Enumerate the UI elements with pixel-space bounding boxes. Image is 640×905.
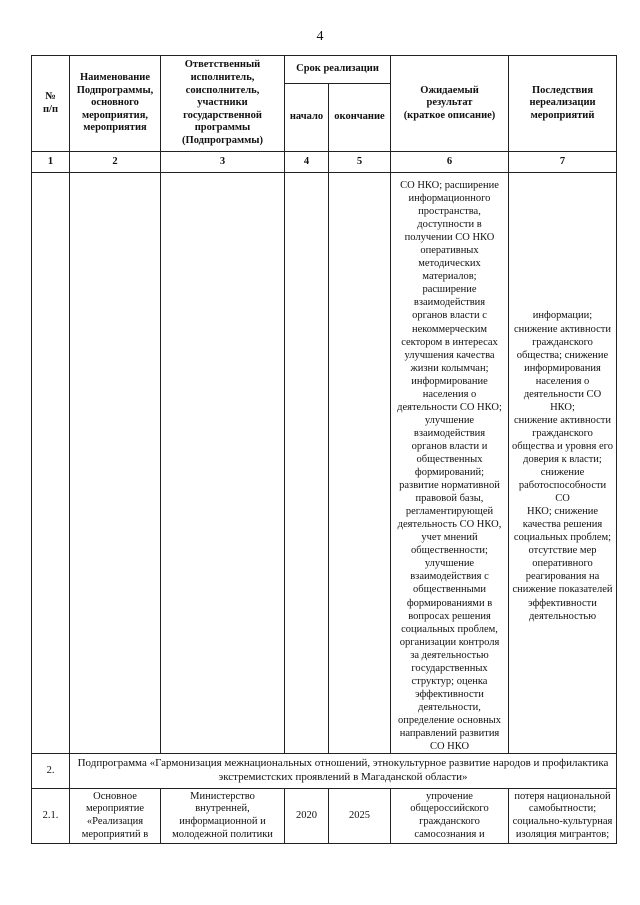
empty-cell: [285, 173, 329, 754]
subprogram-row: [32, 754, 617, 789]
empty-cell: [32, 173, 70, 754]
column-number: 6: [391, 152, 509, 173]
header-start: начало: [285, 84, 329, 152]
empty-cell: [329, 173, 391, 754]
empty-cell: [161, 173, 285, 754]
header-consequences: Последствия нереализации мероприятий: [509, 56, 617, 152]
header-result: Ожидаемый результат (краткое описание): [391, 56, 509, 152]
item-executor: Министерство внутренней, информационной и молодежной политики: [161, 789, 285, 844]
column-number: 3: [161, 152, 285, 173]
column-number-row: [32, 152, 617, 173]
column-number: 5: [329, 152, 391, 173]
header-executor: Ответственный исполнитель, соисполнитель, участники государственной программы (Подпрограммы): [161, 56, 285, 152]
header-period: Срок реализации: [285, 56, 391, 84]
item-number: 2.1.: [32, 789, 70, 844]
header-end: окончание: [329, 84, 391, 152]
table-row: [32, 173, 617, 754]
subprogram-number: 2.: [32, 754, 70, 789]
item-result: упрочение общероссийского гражданского самосознания и: [391, 789, 509, 844]
column-number: 2: [70, 152, 161, 173]
item-name: Основное мероприятие «Реализация мероприятий в: [70, 789, 161, 844]
subprogram-title: Подпрограмма «Гармонизация межнациональных отношений, этнокультурное развитие народов и профилактика экстремистских проявлений в Магаданской области»: [70, 754, 617, 789]
column-number: 1: [32, 152, 70, 173]
expected-result-cell: СО НКО; расширение информационного пространства, доступности в получении СО НКО оперативных методических материалов; расширение взаимодействия органов власти с некоммерческим сектором в интересах улучшения качества жизни колымчан; информирование населения о деятельности СО НКО; улучшение взаимодействия органов власти и общественных формирований; развитие нормативной правовой базы, регламентирующей деятельность СО НКО, учет мнений общественности; улучшение взаимодействия с общественными формированиями в вопросах решения социальных проблем, организации контроля за деятельностью государственных структур; оценка эффективности деятельности, определение основных направлений развития СО НКО: [391, 173, 509, 754]
table-header: [32, 56, 617, 152]
column-number: 4: [285, 152, 329, 173]
item-end-year: 2025: [329, 789, 391, 844]
table-row: [32, 789, 617, 844]
item-start-year: 2020: [285, 789, 329, 844]
item-consequences: потеря национальной самобытности; социально-культурная изоляция мигрантов;: [509, 789, 617, 844]
empty-cell: [70, 173, 161, 754]
page-number: 4: [316, 29, 324, 44]
header-number: № п/п: [32, 56, 70, 152]
header-name: Наименование Подпрограммы, основного мероприятия, мероприятия: [70, 56, 161, 152]
program-measures-table: [31, 55, 617, 844]
consequences-cell: информации; снижение активности гражданского общества; снижение информирования населения о деятельности СО НКО; снижение активности гражданского общества и уровня его доверия к власти; снижение работоспособности СО НКО; снижение качества решения социальных проблем; отсутствие мер оперативного реагирования на снижение показателей эффективности деятельностью: [509, 173, 617, 754]
column-number: 7: [509, 152, 617, 173]
